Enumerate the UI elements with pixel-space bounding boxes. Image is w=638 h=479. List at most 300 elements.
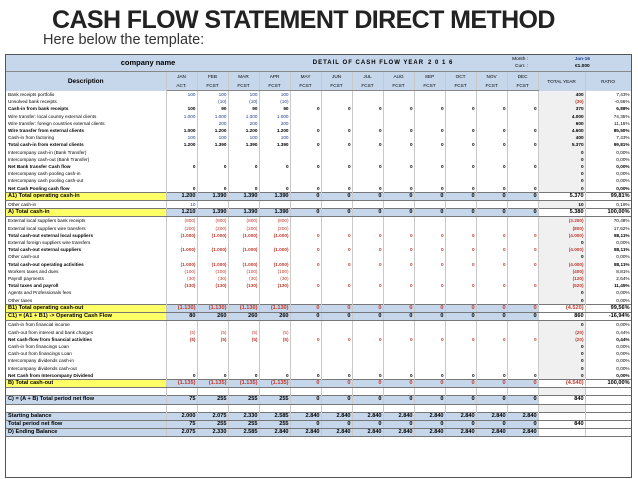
cell-sep[interactable] [414, 329, 445, 336]
cell-jun[interactable] [321, 225, 352, 232]
cell-jun[interactable] [321, 253, 352, 260]
cell-apr[interactable]: (100) [259, 268, 290, 275]
cell-aug[interactable] [383, 98, 414, 105]
cell-may[interactable] [290, 357, 321, 364]
cell-nov: 0 [476, 420, 507, 428]
cell-jun[interactable] [321, 275, 352, 282]
cell-feb[interactable]: (800) [197, 217, 228, 225]
cell-sep[interactable] [414, 170, 445, 177]
cell-sep[interactable] [414, 177, 445, 184]
cell-jan[interactable] [166, 170, 197, 177]
cell-jan[interactable] [166, 365, 197, 372]
cell-dec[interactable] [507, 343, 538, 350]
cell-dec[interactable] [507, 177, 538, 184]
cell-sep[interactable] [414, 113, 445, 120]
cell-mar[interactable] [228, 289, 259, 296]
cell-mar[interactable] [228, 297, 259, 305]
cell-nov[interactable] [476, 177, 507, 184]
cell-nov[interactable] [476, 98, 507, 105]
cell-apr[interactable] [259, 365, 290, 372]
cell-may[interactable] [290, 343, 321, 350]
cell-jan[interactable]: 100 [166, 91, 197, 99]
cell-may[interactable] [290, 225, 321, 232]
cell-jan[interactable] [166, 156, 197, 163]
cell-may[interactable] [290, 253, 321, 260]
cell-feb[interactable]: 100 [197, 134, 228, 141]
cell-sep[interactable] [414, 321, 445, 329]
cell-apr[interactable]: 1.000 [259, 113, 290, 120]
cell-sep[interactable] [414, 275, 445, 282]
cell-aug[interactable] [383, 253, 414, 260]
cell-jan[interactable] [166, 98, 197, 105]
cell-oct[interactable] [445, 113, 476, 120]
cell-apr[interactable] [259, 321, 290, 329]
cell-sep[interactable] [414, 343, 445, 350]
cell-jun[interactable] [321, 297, 352, 305]
cell-mar[interactable] [228, 350, 259, 357]
cell-mar[interactable] [228, 357, 259, 364]
cell-jun[interactable] [321, 343, 352, 350]
cell-feb[interactable]: (5) [197, 329, 228, 336]
cell-apr[interactable] [259, 253, 290, 260]
cell-mar[interactable]: 1.000 [228, 113, 259, 120]
cell-aug[interactable] [383, 113, 414, 120]
cell-jul[interactable] [352, 350, 383, 357]
cell-jul[interactable] [352, 297, 383, 305]
cell-may[interactable] [290, 120, 321, 127]
cell-oct[interactable] [445, 275, 476, 282]
cell-feb[interactable] [197, 177, 228, 184]
cell-dec[interactable] [507, 98, 538, 105]
cell-nov[interactable] [476, 201, 507, 209]
cell-jul[interactable] [352, 120, 383, 127]
cell-oct[interactable] [445, 217, 476, 225]
cell-mar[interactable]: (10) [228, 98, 259, 105]
cell-dec[interactable] [507, 268, 538, 275]
cell-aug[interactable] [383, 91, 414, 99]
cell-jun[interactable] [321, 113, 352, 120]
cell-apr[interactable] [259, 149, 290, 156]
cell-may[interactable] [290, 239, 321, 246]
cell-jan[interactable] [166, 343, 197, 350]
cell-jan[interactable] [166, 321, 197, 329]
cell-apr[interactable]: (5) [259, 329, 290, 336]
cell-mar[interactable] [228, 343, 259, 350]
cell-apr[interactable]: (10) [259, 98, 290, 105]
cell-aug[interactable] [383, 239, 414, 246]
cell-dec[interactable] [507, 156, 538, 163]
cell-dec[interactable] [507, 357, 538, 364]
cell-jan[interactable]: 1.000 [166, 113, 197, 120]
cell-jul[interactable] [352, 268, 383, 275]
cell-nov[interactable] [476, 321, 507, 329]
cell-feb[interactable] [197, 149, 228, 156]
cell-feb[interactable]: (100) [197, 268, 228, 275]
cell-sep[interactable] [414, 156, 445, 163]
cell-mar[interactable] [228, 170, 259, 177]
cell-nov[interactable] [476, 275, 507, 282]
cell-dec[interactable] [507, 239, 538, 246]
cell-aug: 0 [383, 105, 414, 112]
cell-mar[interactable]: 100 [228, 134, 259, 141]
cell-dec[interactable] [507, 217, 538, 225]
cell-mar[interactable]: 200 [228, 120, 259, 127]
cell-oct[interactable] [445, 357, 476, 364]
cell-mar[interactable] [228, 156, 259, 163]
cell-sep[interactable] [414, 120, 445, 127]
cell-sep[interactable] [414, 268, 445, 275]
cell-jun[interactable] [321, 91, 352, 99]
cell-jan[interactable]: (200) [166, 225, 197, 232]
cell-may[interactable] [290, 321, 321, 329]
cell-jun[interactable] [321, 329, 352, 336]
cell-sep[interactable] [414, 350, 445, 357]
cell-feb[interactable] [197, 289, 228, 296]
cell-aug[interactable] [383, 321, 414, 329]
cell-sep[interactable] [414, 201, 445, 209]
cell-ratio: 8,81% [585, 268, 631, 275]
cell-nov[interactable] [476, 297, 507, 305]
cell-jan[interactable] [166, 297, 197, 305]
cell-nov[interactable] [476, 289, 507, 296]
cell-apr[interactable] [259, 239, 290, 246]
cell-jun[interactable] [321, 357, 352, 364]
cell-may[interactable] [290, 329, 321, 336]
cell-mar[interactable] [228, 321, 259, 329]
cell-feb[interactable]: 200 [197, 120, 228, 127]
cell-jul[interactable] [352, 201, 383, 209]
cell-oct[interactable] [445, 253, 476, 260]
cell-jun[interactable] [321, 350, 352, 357]
cell-jul[interactable] [352, 156, 383, 163]
cell-dec[interactable] [507, 321, 538, 329]
cell-sep[interactable] [414, 91, 445, 99]
cell-jul[interactable] [352, 149, 383, 156]
cell-sep[interactable] [414, 217, 445, 225]
cell-feb[interactable] [197, 156, 228, 163]
cell-oct[interactable] [445, 289, 476, 296]
cell-nov[interactable] [476, 268, 507, 275]
month-header-may: MAY [290, 72, 321, 82]
cell-oct[interactable] [445, 365, 476, 372]
cell-dec[interactable] [507, 149, 538, 156]
cell-feb[interactable] [197, 239, 228, 246]
cell-may[interactable] [290, 113, 321, 120]
cell-jun[interactable] [321, 289, 352, 296]
cell-jul[interactable] [352, 239, 383, 246]
cell-jan[interactable] [166, 350, 197, 357]
cell-feb[interactable] [197, 297, 228, 305]
cell-nov[interactable] [476, 170, 507, 177]
cell-jul[interactable] [352, 91, 383, 99]
cell-nov[interactable] [476, 239, 507, 246]
cell-aug[interactable] [383, 289, 414, 296]
cell-oct[interactable] [445, 156, 476, 163]
cell-feb[interactable]: (200) [197, 225, 228, 232]
cell-oct[interactable] [445, 201, 476, 209]
cell-apr[interactable] [259, 343, 290, 350]
currency-value[interactable]: €1.000 [575, 64, 590, 69]
cell-jul[interactable] [352, 170, 383, 177]
cell-jun: 0 [321, 396, 352, 404]
cell-nov[interactable] [476, 217, 507, 225]
cell-may[interactable] [290, 275, 321, 282]
cell-jun[interactable] [321, 156, 352, 163]
cell-jul[interactable] [352, 357, 383, 364]
cell-jul[interactable] [352, 365, 383, 372]
cell-apr[interactable]: (200) [259, 225, 290, 232]
cell-nov[interactable] [476, 350, 507, 357]
cell-mar[interactable] [228, 239, 259, 246]
cell-oct[interactable] [445, 149, 476, 156]
cell-jan[interactable] [166, 253, 197, 260]
cell-oct[interactable] [445, 134, 476, 141]
cell-dec[interactable] [507, 170, 538, 177]
cell-aug[interactable] [383, 357, 414, 364]
cell-feb[interactable] [197, 170, 228, 177]
cell-mar[interactable]: (200) [228, 225, 259, 232]
cell-sep[interactable] [414, 239, 445, 246]
cell-nov[interactable] [476, 120, 507, 127]
cell-nov[interactable] [476, 149, 507, 156]
cell-mar[interactable] [228, 177, 259, 184]
cell-jul[interactable] [352, 225, 383, 232]
cell-jan[interactable]: (800) [166, 217, 197, 225]
cell-jul[interactable] [352, 98, 383, 105]
cell-jun[interactable] [321, 170, 352, 177]
cell-nov[interactable] [476, 357, 507, 364]
cell-nov[interactable] [476, 343, 507, 350]
cell-jan[interactable]: (30) [166, 275, 197, 282]
cell-apr[interactable] [259, 201, 290, 209]
cell-oct[interactable] [445, 350, 476, 357]
cell-jun[interactable] [321, 217, 352, 225]
cell-sep[interactable] [414, 134, 445, 141]
cell-apr[interactable] [259, 297, 290, 305]
cell-jul[interactable] [352, 289, 383, 296]
cell-feb[interactable] [197, 343, 228, 350]
cell-feb[interactable]: 1.000 [197, 113, 228, 120]
cell-feb[interactable] [197, 365, 228, 372]
cell-aug[interactable] [383, 177, 414, 184]
cell-aug[interactable] [383, 120, 414, 127]
cell-oct[interactable] [445, 239, 476, 246]
cell-jul[interactable] [352, 329, 383, 336]
cell-mar: 260 [228, 313, 259, 321]
cell-may[interactable] [290, 91, 321, 99]
cell-apr[interactable]: (800) [259, 217, 290, 225]
cell-mar[interactable]: (5) [228, 329, 259, 336]
cell-may[interactable] [290, 134, 321, 141]
cell-mar[interactable] [228, 253, 259, 260]
cell-nov[interactable] [476, 91, 507, 99]
cell-apr[interactable] [259, 156, 290, 163]
cell-jan[interactable] [166, 357, 197, 364]
cell-oct[interactable] [445, 329, 476, 336]
cell-jun[interactable] [321, 239, 352, 246]
cell-jan[interactable] [166, 120, 197, 127]
cell-dec[interactable] [507, 91, 538, 99]
cell-mar[interactable] [228, 365, 259, 372]
cell-oct[interactable] [445, 98, 476, 105]
cell-jan[interactable] [166, 239, 197, 246]
cell-dec[interactable] [507, 289, 538, 296]
cell-may[interactable] [290, 350, 321, 357]
cell-jun[interactable] [321, 201, 352, 209]
cell-jul[interactable] [352, 177, 383, 184]
cell-jul[interactable] [352, 134, 383, 141]
cell-aug[interactable] [383, 365, 414, 372]
cell-apr[interactable] [259, 357, 290, 364]
cell-oct[interactable] [445, 321, 476, 329]
cell-jun[interactable] [321, 98, 352, 105]
cell-jul[interactable] [352, 113, 383, 120]
cell-aug[interactable] [383, 156, 414, 163]
cell-sep[interactable] [414, 357, 445, 364]
cell-total-year: 0 [538, 289, 585, 296]
cell-nov[interactable] [476, 156, 507, 163]
cell-jun[interactable] [321, 120, 352, 127]
cell-mar[interactable]: (30) [228, 275, 259, 282]
cell-jan[interactable] [166, 177, 197, 184]
cell-jan[interactable]: (100) [166, 268, 197, 275]
cell-sep[interactable] [414, 225, 445, 232]
cell-dec[interactable] [507, 225, 538, 232]
cell-jan[interactable] [166, 149, 197, 156]
cell-oct[interactable] [445, 343, 476, 350]
cell-jul[interactable] [352, 343, 383, 350]
cell-sep[interactable] [414, 365, 445, 372]
cell-aug[interactable] [383, 217, 414, 225]
cell-oct[interactable] [445, 225, 476, 232]
cell-aug[interactable] [383, 268, 414, 275]
cell-may[interactable] [290, 156, 321, 163]
cell-jan[interactable]: 100 [166, 134, 197, 141]
cell-oct[interactable] [445, 170, 476, 177]
cell-apr[interactable]: 100 [259, 134, 290, 141]
cell-sep[interactable] [414, 253, 445, 260]
cell-dec[interactable] [507, 329, 538, 336]
table-row [6, 321, 631, 329]
cell-jun[interactable] [321, 134, 352, 141]
cell-nov[interactable] [476, 113, 507, 120]
cell-aug[interactable] [383, 350, 414, 357]
cell-apr[interactable] [259, 289, 290, 296]
cell-feb[interactable] [197, 253, 228, 260]
cell-apr[interactable] [259, 170, 290, 177]
cell-sep[interactable] [414, 149, 445, 156]
cell-dec[interactable] [507, 120, 538, 127]
cell-feb: 255 [197, 420, 228, 428]
cell-may[interactable] [290, 170, 321, 177]
cell-jul[interactable] [352, 275, 383, 282]
cell-jun[interactable] [321, 365, 352, 372]
cell-may[interactable] [290, 217, 321, 225]
cell-jul[interactable] [352, 217, 383, 225]
cell-aug[interactable] [383, 297, 414, 305]
cell-apr[interactable]: 100 [259, 91, 290, 99]
cell-oct[interactable] [445, 120, 476, 127]
cell-aug[interactable] [383, 329, 414, 336]
table-row [6, 357, 631, 364]
cell-may[interactable] [290, 365, 321, 372]
cell-jul[interactable] [352, 321, 383, 329]
cell-feb[interactable] [197, 350, 228, 357]
cell-oct[interactable] [445, 297, 476, 305]
month-value[interactable]: Jan-16 [574, 57, 590, 62]
cell-feb[interactable] [197, 321, 228, 329]
cell-nov[interactable] [476, 253, 507, 260]
cell-dec[interactable] [507, 297, 538, 305]
cell-dec[interactable] [507, 134, 538, 141]
cell-feb[interactable]: (10) [197, 98, 228, 105]
cell-mar[interactable]: 100 [228, 91, 259, 99]
cell-mar[interactable]: (800) [228, 217, 259, 225]
cell-nov[interactable] [476, 365, 507, 372]
cell-aug[interactable] [383, 149, 414, 156]
cell-feb[interactable] [197, 357, 228, 364]
cell-aug[interactable] [383, 225, 414, 232]
cell-may[interactable] [290, 289, 321, 296]
cell-aug[interactable] [383, 275, 414, 282]
cell-sep[interactable] [414, 289, 445, 296]
cell-nov[interactable] [476, 329, 507, 336]
cell-may[interactable] [290, 149, 321, 156]
cell-feb[interactable] [197, 201, 228, 209]
cell-may[interactable] [290, 177, 321, 184]
cell-sep[interactable] [414, 98, 445, 105]
cell-jun[interactable] [321, 177, 352, 184]
cell-jul[interactable] [352, 253, 383, 260]
cell-aug[interactable] [383, 343, 414, 350]
cell-mar[interactable] [228, 201, 259, 209]
cell-jun[interactable] [321, 149, 352, 156]
cell-oct[interactable] [445, 268, 476, 275]
cell-nov[interactable] [476, 134, 507, 141]
cell-may[interactable] [290, 98, 321, 105]
cell-feb[interactable]: 100 [197, 91, 228, 99]
cell-oct[interactable] [445, 91, 476, 99]
cell-mar[interactable]: (100) [228, 268, 259, 275]
cell-aug[interactable] [383, 201, 414, 209]
cell-apr[interactable]: 200 [259, 120, 290, 127]
cell-may[interactable] [290, 297, 321, 305]
cell-jan[interactable]: 10 [166, 201, 197, 209]
cell-aug[interactable] [383, 134, 414, 141]
cell-may[interactable] [290, 268, 321, 275]
cell-dec[interactable] [507, 201, 538, 209]
cell-dec[interactable] [507, 350, 538, 357]
cell-may[interactable] [290, 201, 321, 209]
cell-oct[interactable] [445, 177, 476, 184]
cell-dec[interactable] [507, 253, 538, 260]
cell-dec[interactable] [507, 365, 538, 372]
cell-jan[interactable] [166, 289, 197, 296]
cell-sep[interactable] [414, 297, 445, 305]
cell-dec[interactable] [507, 275, 538, 282]
cell-apr[interactable] [259, 350, 290, 357]
cell-mar[interactable] [228, 149, 259, 156]
cell-apr[interactable] [259, 177, 290, 184]
cell-jan[interactable]: (5) [166, 329, 197, 336]
cell-feb[interactable]: (30) [197, 275, 228, 282]
cell-jun[interactable] [321, 268, 352, 275]
cell-nov[interactable] [476, 225, 507, 232]
cell-apr[interactable]: (30) [259, 275, 290, 282]
cell-jun[interactable] [321, 321, 352, 329]
cell-dec[interactable] [507, 113, 538, 120]
cell-aug[interactable] [383, 170, 414, 177]
